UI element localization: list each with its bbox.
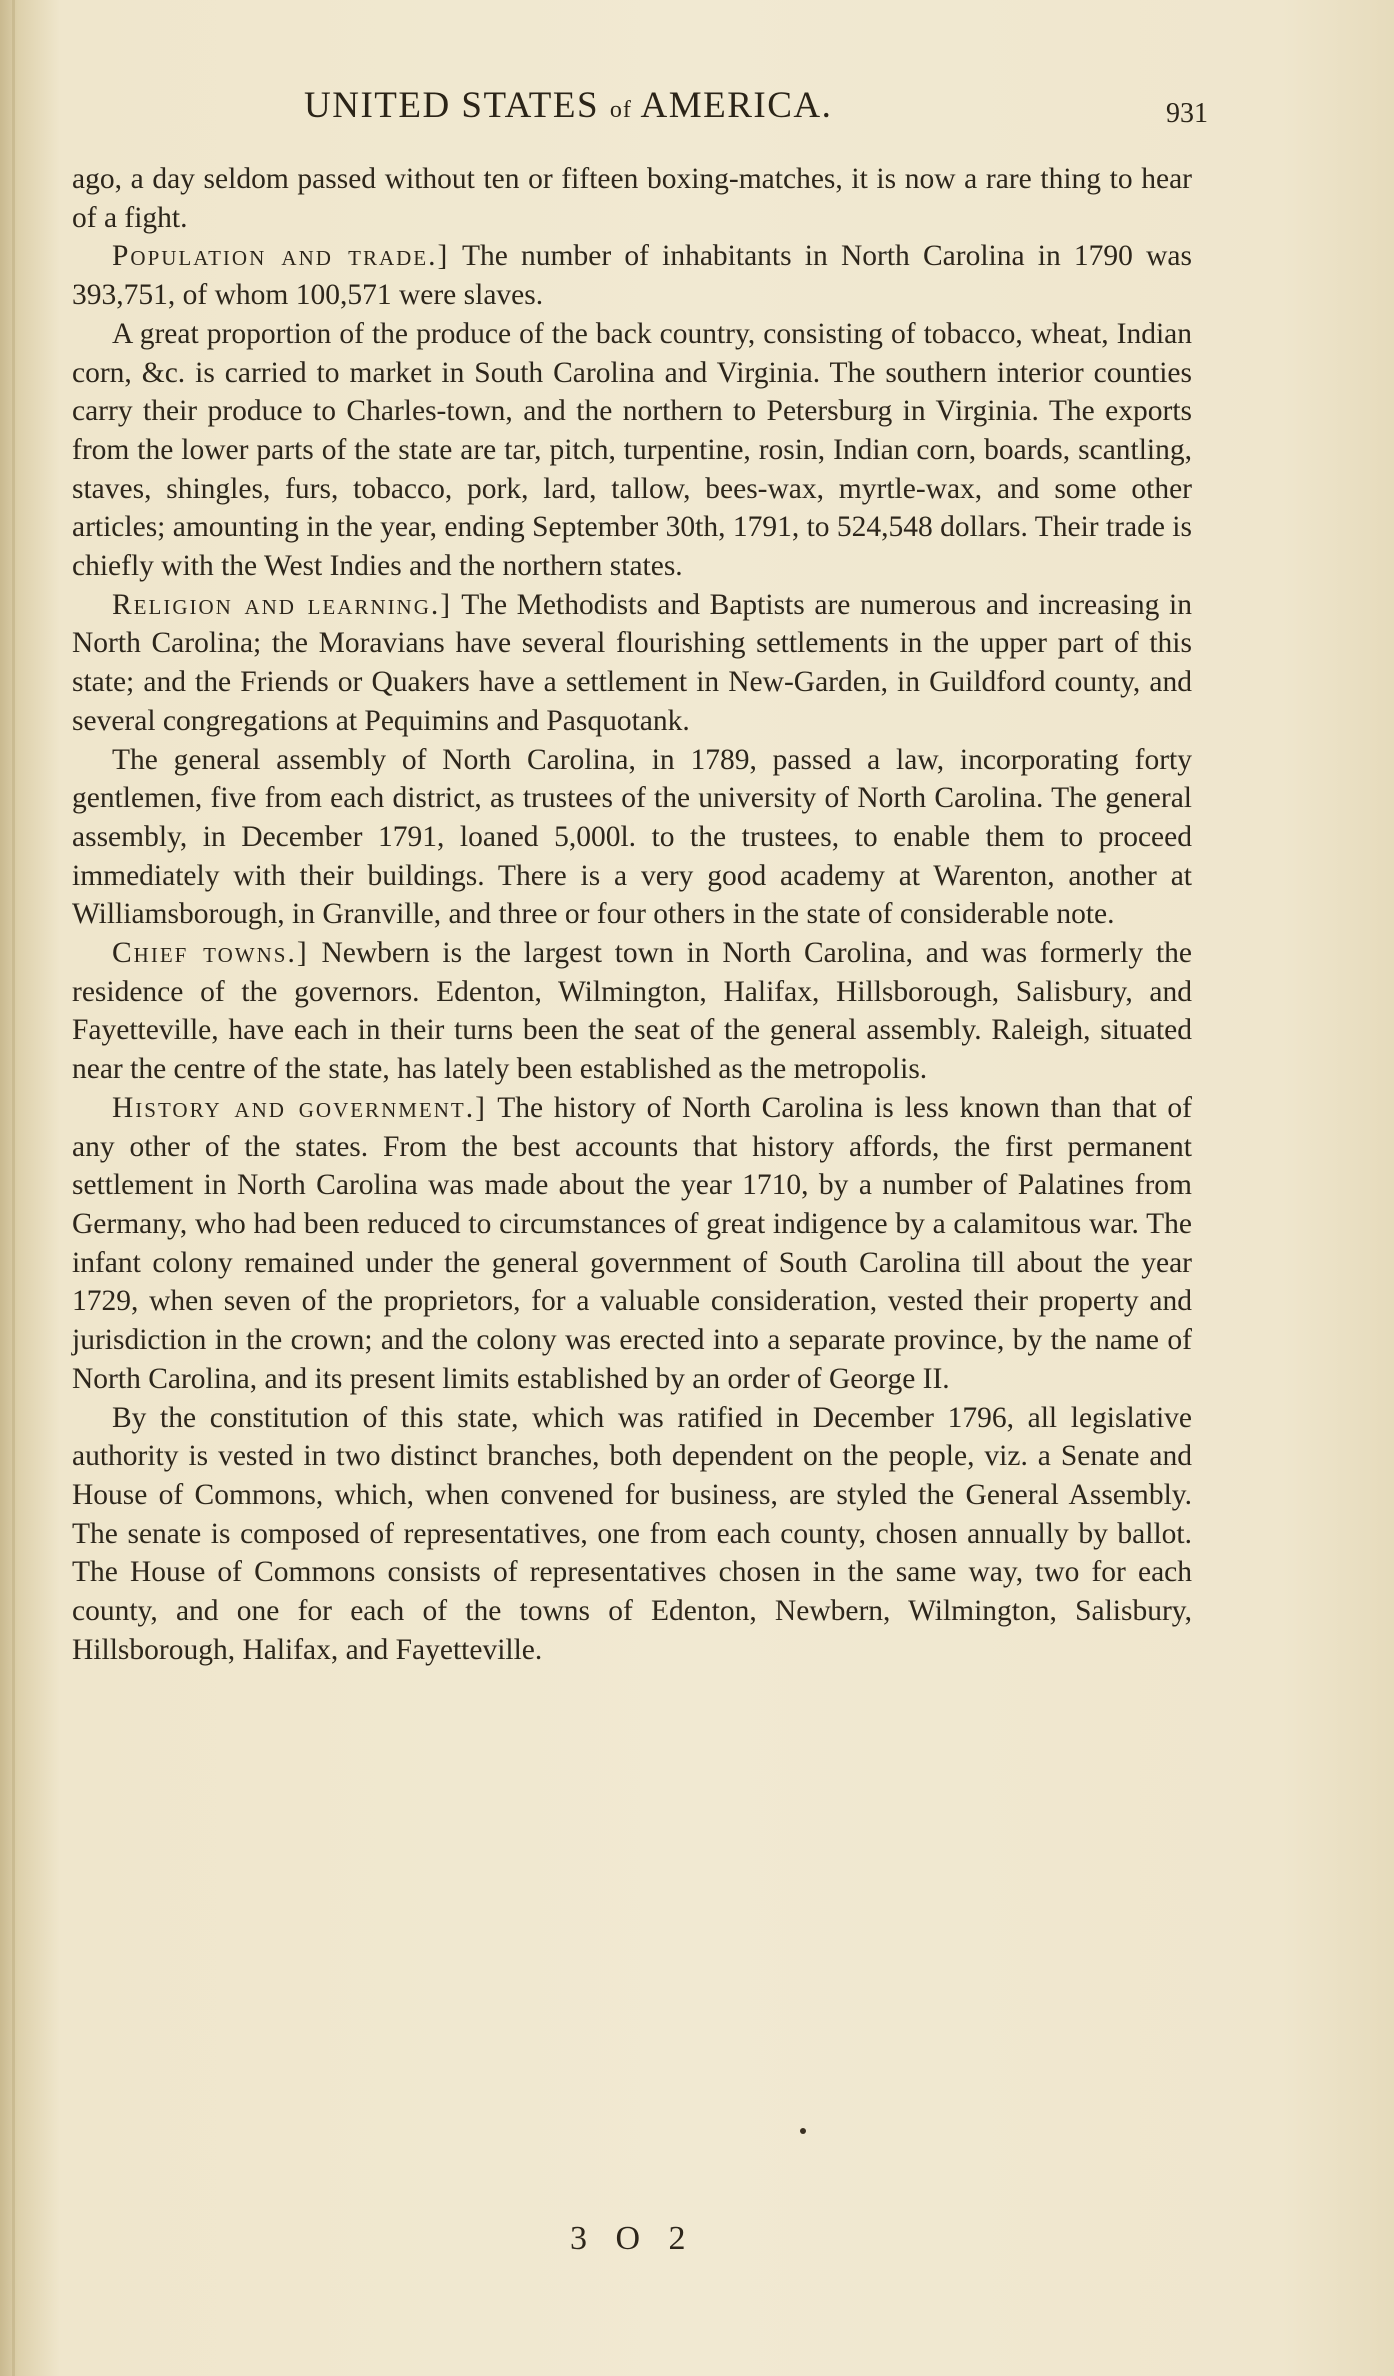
section-heading-history-government: History and government.] — [112, 1091, 487, 1124]
running-title-of: of — [609, 97, 632, 123]
page-number: 931 — [1166, 98, 1208, 129]
running-title-end: AMERICA. — [640, 85, 833, 126]
body-text — [72, 160, 1192, 1669]
paragraph-2-text: The number of inhabitants in North Carolina in 1790 was 393,751, of whom 100,571 were slaves. — [72, 240, 1192, 312]
paragraph-produce — [72, 315, 1192, 586]
paragraph-history-government — [72, 1089, 1192, 1399]
binding-gutter — [12, 0, 15, 2376]
running-title-main: UNITED STATES — [304, 85, 600, 126]
section-heading-population-trade: Population and trade.] — [112, 240, 450, 273]
paragraph-1-text: ago, a day seldom passed without ten or fifteen boxing-matches, it is now a rare thing to hear of a fight. — [72, 163, 1192, 234]
paragraph-constitution — [72, 1399, 1192, 1670]
paragraph-6-text: Newbern is the largest town in North Carolina, and was formerly the residence of the governors. Edenton, Wilmington, Halifax, Hillsborough, Salisbury, and Fayetteville, have each in their turns been the seat of the general assembly. Raleigh, situated near the centre of the state, has lately been established as the metropolis. — [72, 937, 1192, 1086]
signature-mark: 3 O 2 — [570, 2220, 696, 2257]
paragraph-population-trade — [72, 237, 1192, 314]
ink-speck — [800, 2128, 806, 2134]
paragraph-chief-towns — [72, 934, 1192, 1089]
section-heading-chief-towns: Chief towns.] — [112, 937, 309, 970]
paragraph-university — [72, 741, 1192, 935]
section-heading-religion-learning: Religion and learning.] — [112, 588, 453, 621]
paragraph-5-text: The general assembly of North Carolina, in 1789, passed a law, incorporating forty gentlemen, five from each district, as trustees of the university of North Carolina. The general assembly, in December 1791, loaned 5,000l. to the trustees, to enable them to proceed immediately with their buildings. There is a very good academy at Warenton, another at Williamsborough, in Granville, and three or four others in the state of considerable note. — [72, 743, 1192, 931]
running-title — [304, 84, 832, 127]
paragraph-religion-learning — [72, 586, 1192, 741]
page-header — [72, 84, 1208, 144]
paragraph-8-text: By the constitution of this state, which was ratified in December 1796, all legislative authority is vested in two distinct branches, both dependent on the people, viz. a Senate and House of Commons, which, when convened for business, are styled the General Assembly. The senate is composed of representatives, one from each county, chosen annually by ballot. The House of Commons consists of representatives chosen in the same way, two for each county, and one for each of the towns of Edenton, Newbern, Wilmington, Salisbury, Hillsborough, Halifax, and Fayetteville. — [72, 1401, 1192, 1666]
paragraph-1 — [72, 160, 1192, 237]
paragraph-3-text: A great proportion of the produce of the back country, consisting of tobacco, wheat, Indian corn, &c. is carried to market in South Carolina and Virginia. The southern interior counties carry their produce to Charles-town, and the northern to Petersburg in Virginia. The exports from the lower parts of the state are tar, pitch, turpentine, rosin, Indian corn, boards, scantling, staves, shingles, furs, tobacco, pork, lard, tallow, bees-wax, myrtle-wax, and some other articles; amounting in the year, ending September 30th, 1791, to 524,548 dollars. Their trade is chiefly with the West Indies and the northern states. — [72, 317, 1192, 583]
paragraph-4-text: The Methodists and Baptists are numerous and increasing in North Carolina; the Moravians have several flourishing settlements in the upper part of this state; and the Friends or Quakers have a settlement in New-Garden, in Guildford county, and several congregations at Pequimins and Pasquotank. — [72, 588, 1192, 737]
paragraph-7-text: The history of North Carolina is less known than that of any other of the states. From the best accounts that history affords, the first permanent settlement in North Carolina was made about the year 1710, by a number of Palatines from Germany, who had been reduced to circumstances of great indigence by a calamitous war. The infant colony remained under the general government of South Carolina till about the year 1729, when seven of the proprietors, for a valuable consideration, vested their property and jurisdiction in the crown; and the colony was erected into a separate province, by the name of North Carolina, and its present limits established by an order of George II. — [72, 1091, 1192, 1395]
